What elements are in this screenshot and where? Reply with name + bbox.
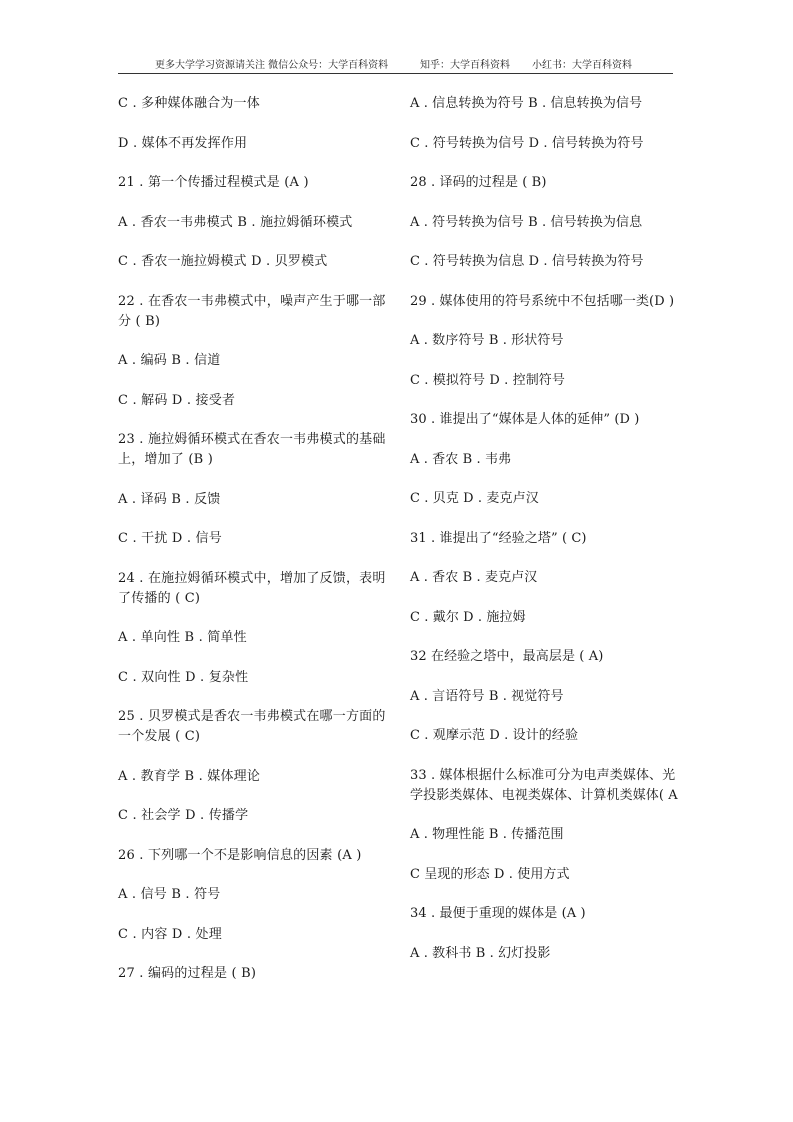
question-line: C . 香农一施拉姆模式 D . 贝罗模式: [118, 254, 328, 269]
question-line: A . 符号转换为信号 B . 信号转换为信息: [410, 214, 643, 230]
question-line: 32 在经验之塔中，最高层是 ( A): [410, 649, 604, 664]
question-line: C . 符号转换为信号 D . 信号转换为符号: [410, 135, 644, 151]
question-line: A . 物理性能 B . 传播范围: [410, 827, 564, 842]
question-line: A . 香农 B . 韦弗: [410, 451, 512, 467]
question-line: A . 信号 B . 符号: [118, 887, 221, 902]
question-line: 26 . 下列哪一个不是影响信息的因素 (A ): [118, 847, 362, 863]
question-line: C . 观摩示范 D . 设计的经验: [410, 728, 579, 743]
question-line: C . 贝克 D . 麦克卢汉: [410, 491, 539, 506]
question-line: 34 . 最便于重现的媒体是 (A ): [410, 906, 586, 921]
question-line: C . 社会学 D . 传播学: [118, 808, 249, 823]
question-line: 22 . 在香农一韦弗模式中，噪声产生于哪一部分 ( B): [118, 293, 386, 329]
question-line: A . 编码 B . 信道: [118, 353, 221, 368]
left-column: [118, 94, 390, 1004]
question-line: 25 . 贝罗模式是香农一韦弗模式在哪一方面的一个发展 ( C): [118, 709, 386, 744]
question-line: A . 香农 B . 麦克卢汉: [410, 570, 538, 585]
question-line: 21 . 第一个传播过程模式是 (A ): [118, 175, 309, 190]
question-line: C . 干扰 D . 信号: [118, 531, 222, 546]
question-line: C 呈现的形态 D . 使用方式: [410, 866, 570, 882]
question-line: A . 教科书 B . 幻灯投影: [410, 945, 551, 961]
page-header: [118, 56, 673, 74]
question-line: C . 符号转换为信息 D . 信号转换为符号: [410, 254, 644, 269]
question-line: 28 . 译码的过程是 ( B): [410, 175, 547, 190]
header-wechat-note: 更多大学学习资源请关注 微信公众号：大学百科资料: [155, 60, 389, 71]
header-zhihu-note: 知乎：大学百科资料: [420, 60, 510, 71]
question-line: C . 戴尔 D . 施拉姆: [410, 609, 526, 625]
question-line: C . 多种媒体融合为一体: [118, 96, 260, 111]
question-line: 29 . 媒体使用的符号系统中不包括哪一类(D ): [410, 293, 675, 309]
question-line: A . 数序符号 B . 形状符号: [410, 333, 564, 348]
question-line: A . 信息转换为符号 B . 信息转换为信号: [410, 96, 643, 111]
question-line: 23 . 施拉姆循环模式在香农一韦弗模式的基础上，增加了 (B ): [118, 432, 386, 467]
question-line: A . 言语符号 B . 视觉符号: [410, 688, 564, 704]
question-line: C . 双向性 D . 复杂性: [118, 669, 249, 685]
question-line: 31 . 谁提出了“经验之塔” ( C): [410, 530, 587, 546]
header-divider: [118, 73, 673, 74]
question-line: C . 解码 D . 接受者: [118, 392, 236, 408]
question-line: 30 . 谁提出了“媒体是人体的延伸” (D ): [410, 412, 640, 427]
question-line: C . 内容 D . 处理: [118, 926, 222, 942]
question-line: C . 模拟符号 D . 控制符号: [410, 372, 565, 388]
question-line: A . 香农一韦弗模式 B . 施拉姆循环模式: [118, 214, 353, 230]
question-line: 33 . 媒体根据什么标准可分为电声类媒体、光学投影类媒体、电视类媒体、计算机类媒体( A: [410, 767, 678, 803]
question-line: 27 . 编码的过程是 ( B): [118, 966, 257, 981]
question-line: A . 单向性 B . 简单性: [118, 630, 247, 645]
question-line: 24 . 在施拉姆循环模式中，增加了反馈，表明了传播的 ( C): [118, 570, 386, 606]
header-xiaohongshu-note: 小红书：大学百科资料: [532, 60, 632, 71]
right-column: [410, 94, 678, 983]
question-line: D . 媒体不再发挥作用: [118, 135, 248, 151]
question-line: A . 教育学 B . 媒体理论: [118, 768, 261, 784]
question-line: A . 译码 B . 反馈: [118, 491, 221, 507]
